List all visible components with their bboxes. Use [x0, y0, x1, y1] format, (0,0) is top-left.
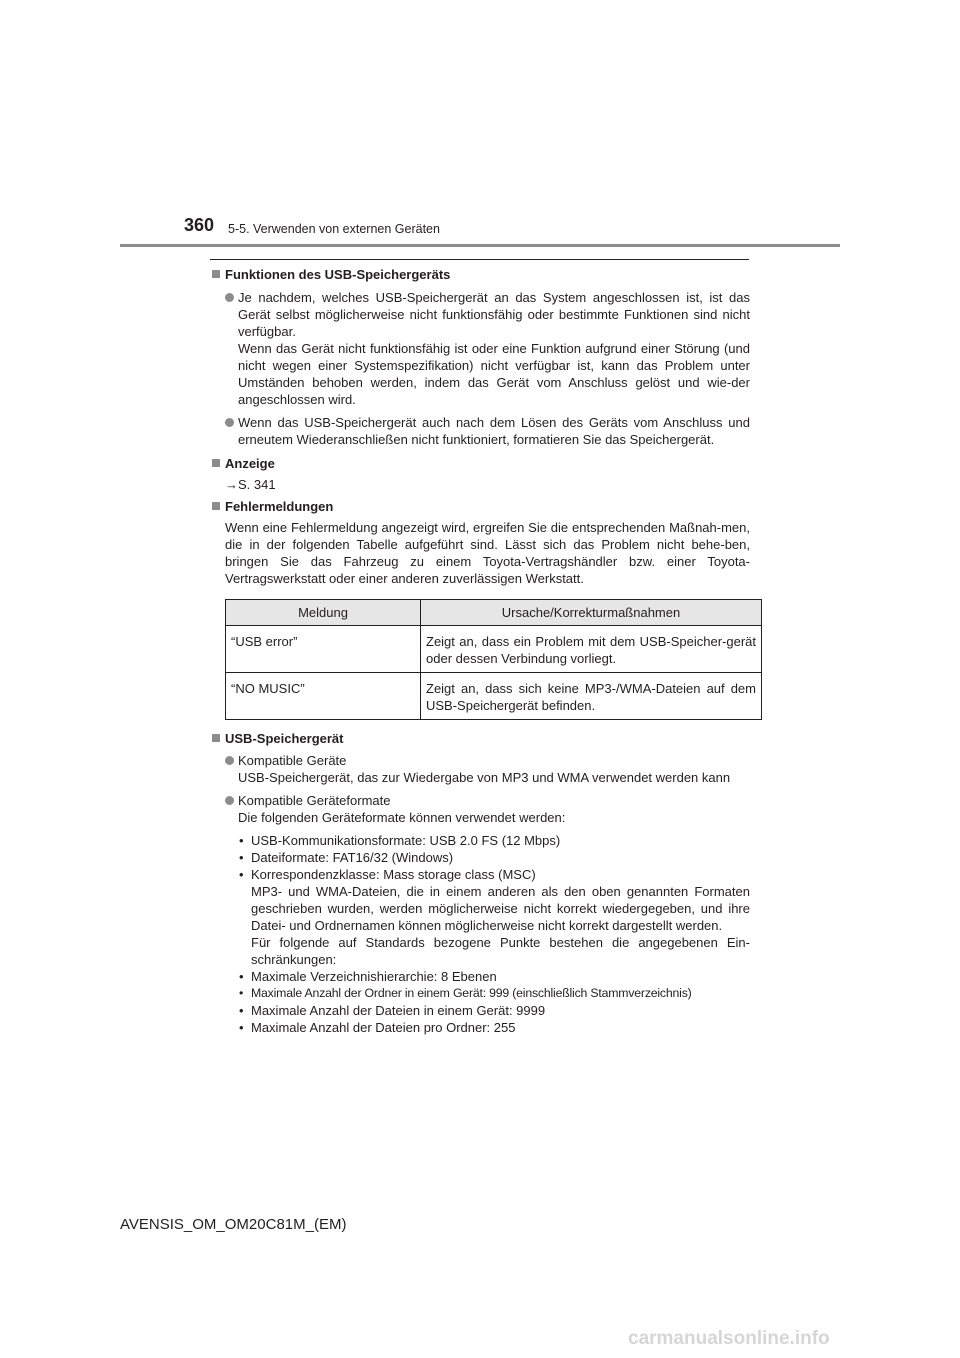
bullet-item [212, 289, 750, 340]
table-cell: Zeigt an, dass sich keine MP3-/WMA-Dateien auf dem USB-Speichergerät befinden. [421, 673, 762, 720]
bullet-item [212, 752, 750, 769]
heading-usb-functions: Funktionen des USB-Speichergeräts [212, 266, 750, 283]
square-bullet-icon [212, 502, 220, 510]
circle-bullet-icon [225, 418, 234, 427]
page-number: 360 [184, 215, 215, 235]
circle-bullet-icon [225, 756, 234, 765]
header-rule [120, 244, 840, 247]
square-bullet-icon [212, 270, 220, 278]
list-item: • Maximale Verzeichnishierarchie: 8 Ebenen [238, 968, 750, 985]
list-item: • Maximale Anzahl der Dateien pro Ordner: 255 [238, 1019, 750, 1036]
table-row [226, 626, 762, 673]
square-bullet-icon [212, 459, 220, 467]
table-header-cell: Meldung [226, 600, 421, 626]
table-header-cell: Ursache/Korrekturmaßnahmen [421, 600, 762, 626]
list-item: • Maximale Anzahl der Dateien in einem Gerät: 9999 [238, 1002, 750, 1019]
heading-display: Anzeige [212, 455, 750, 472]
paragraph: Wenn das USB-Speichergerät auch nach dem Lösen des Geräts vom Anschluss und erneutem Wiederanschließen nicht funktioniert, formatieren Sie das Speichergerät. [238, 415, 750, 447]
list-item: • Maximale Anzahl der Ordner in einem Gerät: 999 (einschließlich Stammverzeichnis) [238, 985, 750, 1002]
table-cell: “USB error” [226, 626, 421, 673]
table-row [226, 673, 762, 720]
section-title: 5-5. Verwenden von externen Geräten [228, 222, 440, 236]
bullet-item [212, 792, 750, 809]
bullet-title: Kompatible Geräte [238, 753, 347, 768]
table-cell: “NO MUSIC” [226, 673, 421, 720]
list-item: • USB-Kommunikationsformate: USB 2.0 FS (12 Mbps) [238, 832, 750, 849]
paragraph: USB-Speichergerät, das zur Wiedergabe von MP3 und WMA verwendet werden kann [238, 770, 731, 785]
square-bullet-icon [212, 734, 220, 742]
page-reference: →S. 341 [225, 477, 276, 492]
document-code: AVENSIS_OM_OM20C81M_(EM) [120, 1216, 347, 1233]
circle-bullet-icon [225, 796, 234, 805]
watermark: carmanualsonline.info [628, 1328, 830, 1349]
page-content [212, 266, 756, 1036]
content-rule [210, 259, 749, 260]
bullet-title: Kompatible Geräteformate [238, 793, 391, 808]
paragraph: Wenn das Gerät nicht funktionsfähig ist oder eine Funktion aufgrund einer Störung (und nicht wegen einer Systemspezifikation) nicht verfügbar ist, kann das Problem unter Umständen behoben werden, indem das Gerät vom Anschluss gelöst und wie-der angeschlossen wird. [238, 341, 750, 407]
heading-usb-storage: USB-Speichergerät [212, 730, 750, 747]
list-item: • Korrespondenzklasse: Mass storage class (MSC) MP3- und WMA-Dateien, die in einem anderen als den oben genannten Formaten geschrieben wurden, werden möglicherweise nicht korrekt wiedergegeben, und ihre Datei- und Ordnernamen können möglicherweise nicht korrekt dargestellt werden. Für folgende auf Standards bezogene Punkte bestehen die angegebenen Ein-schränkungen: [238, 866, 750, 968]
table-cell: Zeigt an, dass ein Problem mit dem USB-Speicher-gerät oder dessen Verbindung vorliegt. [421, 626, 762, 673]
paragraph: Wenn eine Fehlermeldung angezeigt wird, ergreifen Sie die entsprechenden Maßnah-men, die in der folgenden Tabelle aufgeführt sind. Lässt sich das Problem nicht behe-ben, bringen Sie das Fahrzeug zu einem Toyota-Vertragshändler bzw. einer Toyota-Vertragswerkstatt oder einer anderen zuverlässigen Werkstatt. [225, 520, 750, 586]
format-list [212, 832, 750, 1036]
table-header-row [226, 600, 762, 626]
circle-bullet-icon [225, 293, 234, 302]
heading-error-messages: Fehlermeldungen [212, 498, 750, 515]
error-message-table [225, 599, 762, 720]
note-paragraph: Für folgende auf Standards bezogene Punkte bestehen die angegebenen Ein-schränkungen: [251, 935, 750, 967]
list-item: • Dateiformate: FAT16/32 (Windows) [238, 849, 750, 866]
paragraph: Die folgenden Geräteformate können verwendet werden: [238, 810, 566, 825]
note-paragraph: MP3- und WMA-Dateien, die in einem anderen als den oben genannten Formaten geschrieben wurden, werden möglicherweise nicht korrekt wiedergegeben, und ihre Datei- und Ordnernamen können möglicherweise nicht korrekt dargestellt werden. [251, 884, 750, 933]
bullet-item [212, 414, 750, 448]
paragraph: Je nachdem, welches USB-Speichergerät an das System angeschlossen ist, ist das Gerät selbst möglicherweise nicht funktionsfähig oder bestimmte Funktionen sind nicht verfügbar. [238, 290, 750, 339]
